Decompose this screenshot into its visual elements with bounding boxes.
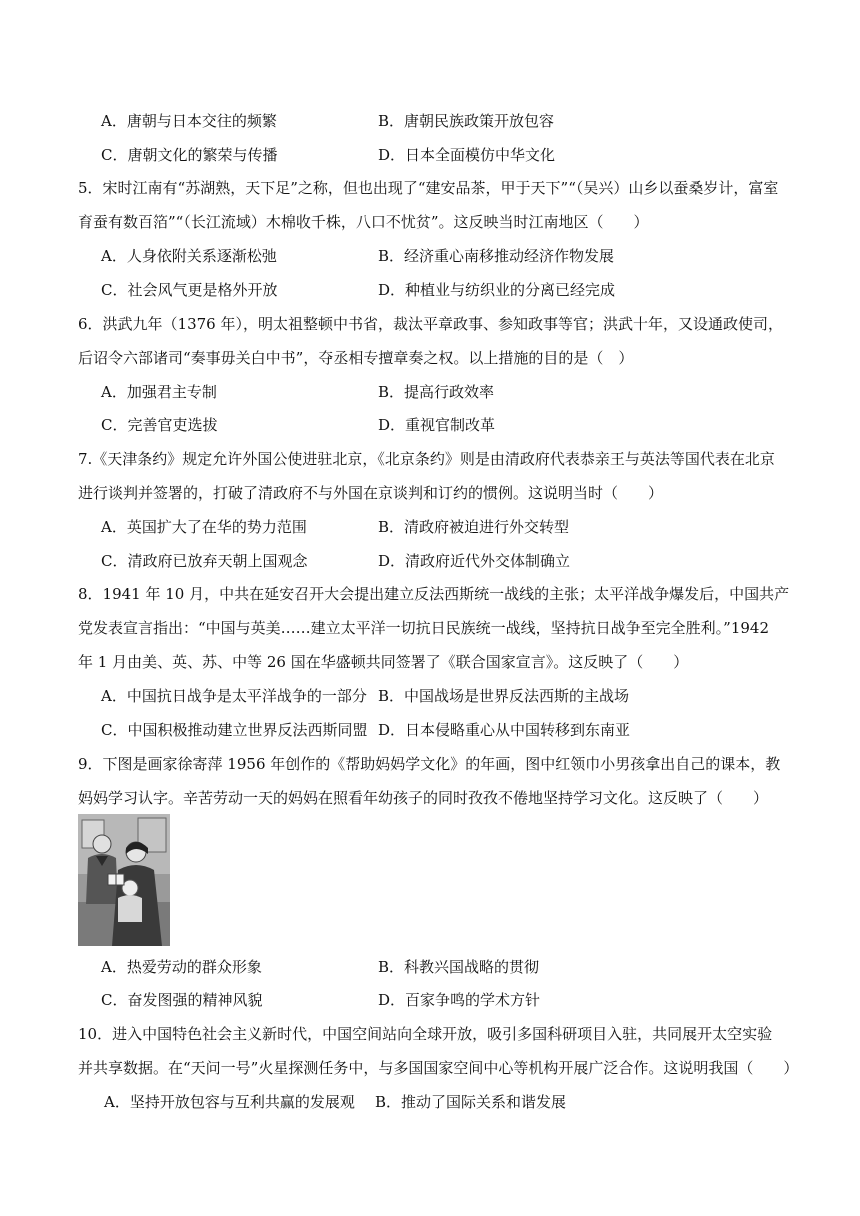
q7-stem-line1: 7.《天津条约》规定允许外国公使进驻北京，《北京条约》则是由清政府代表恭亲王与英法等国代表在北京	[78, 450, 775, 468]
q6-stem-line2: 后诏令六部诸司“奏事毋关白中书”，夺丞相专擅章奏之权。以上措施的目的是（ ）	[78, 349, 634, 367]
q8-stem-line1: 8．1941 年 10 月，中共在延安召开大会提出建立反法西斯统一战线的主张；太平洋战争爆发后，中国共产	[78, 585, 790, 603]
q7-stem-line2: 进行谈判并签署的，打破了清政府不与外国在京谈判和订约的惯例。这说明当时（ ）	[78, 484, 664, 502]
q9-stem-line1: 9．下图是画家徐寄萍 1956 年创作的《帮助妈妈学文化》的年画，图中红领巾小男孩拿出自己的课本，教	[78, 755, 781, 773]
q9-new-year-painting-image	[78, 814, 170, 946]
q10-stem-line2: 并共享数据。在“天问一号”火星探测任务中，与多国国家空间中心等机构开展广泛合作。这说明我国（ ）	[78, 1059, 799, 1077]
q5-option-d: D．种植业与纺织业的分离已经完成	[378, 281, 616, 299]
q7-option-b: B．清政府被迫进行外交转型	[378, 518, 570, 536]
q9-option-a: A．热爱劳动的群众形象	[101, 958, 262, 976]
q9-option-c: C．奋发图强的精神风貌	[101, 991, 263, 1009]
q7-option-c: C．清政府已放弃天朝上国观念	[101, 552, 308, 570]
q8-option-a: A．中国抗日战争是太平洋战争的一部分	[101, 687, 367, 705]
q9-option-b: B．科教兴国战略的贯彻	[378, 958, 540, 976]
q6-option-d: D．重视官制改革	[378, 416, 496, 434]
q6-option-a: A．加强君主专制	[101, 383, 217, 401]
q8-stem-line3: 年 1 月由美、英、苏、中等 26 国在华盛顿共同签署了《联合国家宣言》。这反映了（ ）	[78, 653, 689, 671]
q9-stem-line2: 妈妈学习认字。辛苦劳动一天的妈妈在照看年幼孩子的同时孜孜不倦地坚持学习文化。这反映了（ ）	[78, 789, 769, 807]
q8-option-c: C．中国积极推动建立世界反法西斯同盟	[101, 721, 368, 739]
q10-stem-line1: 10．进入中国特色社会主义新时代，中国空间站向全球开放，吸引多国科研项目入驻，共同展开太空实验	[78, 1025, 773, 1043]
q10-option-a: A．坚持开放包容与互利共赢的发展观	[104, 1093, 355, 1111]
q5-option-a: A．人身依附关系逐渐松弛	[101, 247, 277, 265]
q7-option-a: A．英国扩大了在华的势力范围	[101, 518, 307, 536]
q5-stem-line1: 5．宋时江南有“苏湖熟，天下足”之称，但也出现了“建安品茶，甲于天下”“（吴兴）山乡以蚕桑岁计，富室	[78, 179, 779, 197]
q8-option-b: B．中国战场是世界反法西斯的主战场	[378, 687, 630, 705]
q5-option-c: C．社会风气更是格外开放	[101, 281, 278, 299]
q6-option-b: B．提高行政效率	[378, 383, 495, 401]
q4-option-c: C．唐朝文化的繁荣与传播	[101, 146, 278, 164]
q8-stem-line2: 党发表宣言指出：“中国与英美……建立太平洋一切抗日民族统一战线，坚持抗日战争至完全胜利。”1942	[78, 619, 770, 637]
q5-stem-line2: 育蚕有数百箔”“（长江流域）木棉收千株，八口不忧贫”。这反映当时江南地区（ ）	[78, 213, 649, 231]
q6-stem-line1: 6．洪武九年（1376 年），明太祖整顿中书省，裁汰平章政事、参知政事等官；洪武十年，又设通政使司，	[78, 315, 783, 333]
q4-option-a: A．唐朝与日本交往的频繁	[101, 112, 277, 130]
q4-option-b: B．唐朝民族政策开放包容	[378, 112, 555, 130]
q6-option-c: C．完善官吏选拔	[101, 416, 218, 434]
q9-option-d: D．百家争鸣的学术方针	[378, 991, 541, 1009]
q4-option-d: D．日本全面模仿中华文化	[378, 146, 556, 164]
q8-option-d: D．日本侵略重心从中国转移到东南亚	[378, 721, 631, 739]
q5-option-b: B．经济重心南移推动经济作物发展	[378, 247, 615, 265]
q7-option-d: D．清政府近代外交体制确立	[378, 552, 571, 570]
q10-option-b: B．推动了国际关系和谐发展	[375, 1093, 567, 1111]
